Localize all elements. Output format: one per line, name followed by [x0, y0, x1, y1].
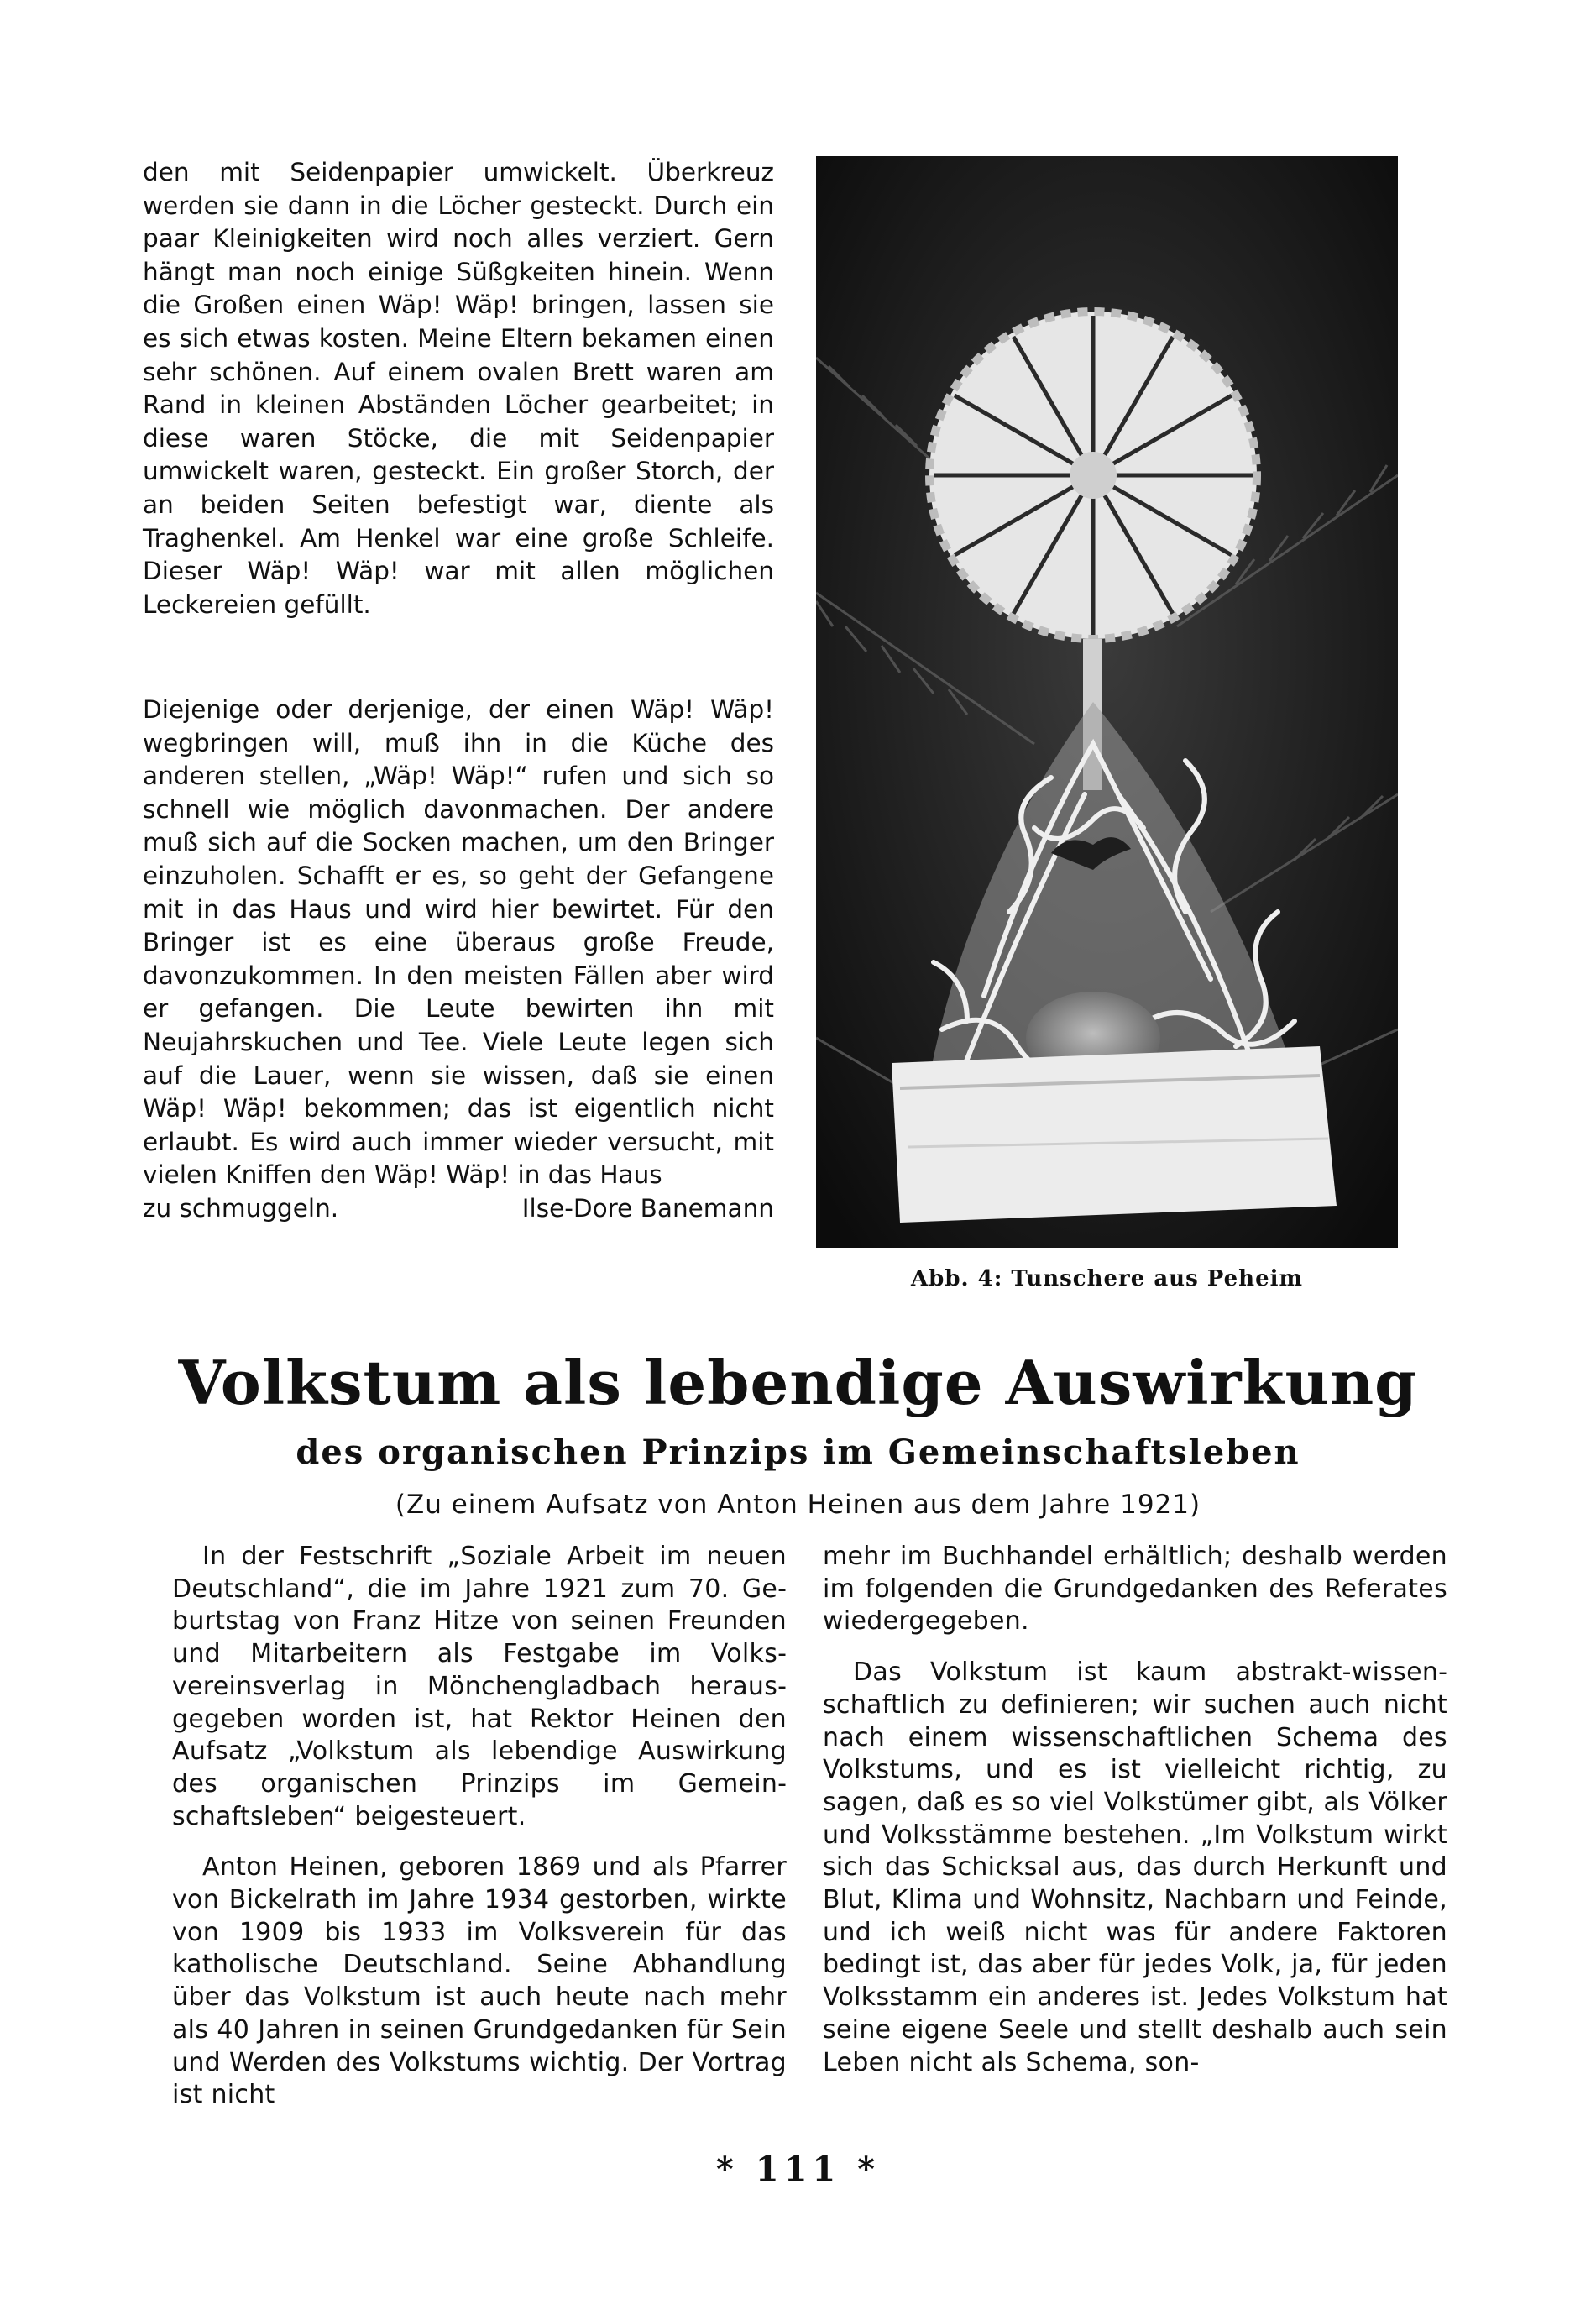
intro-author: Ilse-Dore Banemann — [521, 1193, 774, 1223]
intro-paragraph-2 — [143, 694, 774, 1226]
article-subtitle: des organischen Prinzips im Gemeinschaftsleben — [296, 1432, 1300, 1472]
intro-paragraph-1: den mit Seidenpapier umwickelt. Überkreuz werden sie dann in die Löcher gesteckt. Durch ein paar Kleinigkeiten wird noch alles verziert. Gern hängt man noch einige Süßgkeiten hinein. Wenn die Großen einen Wäp! Wäp! bringen, lassen sie es sich etwas kosten. Meine Eltern bekamen einen sehr schönen. Auf einem ovalen Brett waren am Rand in kleinen Abständen Löcher gearbeitet; in diese waren Stöcke, die mit Seidenpapier umwickelt waren, gesteckt. Ein großer Storch, der an beiden Seiten befestigt war, diente als Traghenkel. Am Henkel war eine große Schleife. Dieser Wäp! Wäp! war mit allen möglichen Leckereien gefüllt. — [143, 158, 774, 619]
intro-paragraph-2-body: Diejenige oder derjenige, der einen Wäp! Wäp! wegbringen will, muß ihn in die Küche des anderen stellen, „Wäp! Wäp!“ rufen und sich so schnell wie möglich davonmachen. Der andere muß sich auf die Socken machen, um den Bringer einzuholen. Schafft er es, so geht der Gefangene mit in das Haus und wird hier bewirtet. Für den Bringer ist es eine überaus große Freude, davonzukommen. In den meisten Fällen aber wird er gefangen. Die Leute bewirten ihn mit Neujahrskuchen und Tee. Viele Leute legen sich auf die Lauer, wenn sie wissen, daß sie einen Wäp! Wäp! bekommen; das ist eigentlich nicht erlaubt. Es wird auch immer wieder versucht, mit vielen Kniffen den Wäp! Wäp! in das Haus — [143, 695, 774, 1190]
article-right-paragraph-2: Das Volkstum ist kaum abstrakt-wissenschaftlich zu definieren; wir suchen auch nicht nach einem wissenschaftlichen Schema des Volkstums, und es ist vielleicht richtig, zu sagen, daß es so viel Volkstümer gibt, als Völker und Volksstämme bestehen. „Im Volkstum wirkt sich das Schicksal aus, das durch Herkunft und Blut, Klima und Wohnsitz, Nachbarn und Feinde, und ich weiß nicht was für andere Faktoren bedingt ist, das aber für jedes Volk, ja, für jeden Volksstamm ein anderes ist. Jedes Volkstum hat seine eigene Seele und stellt deshalb auch sein Leben nicht als Schema, son- — [823, 1658, 1447, 2077]
intro-paragraph-2-end: zu schmuggeln. — [143, 1193, 339, 1223]
page-number: * 111 * — [715, 2150, 881, 2189]
article-left-paragraph-2: Anton Heinen, geboren 1869 und als Pfarrer von Bickelrath im Jahre 1934 gestorben, wirkte von 1909 bis 1933 im Volksverein für das katholische Deutschland. Seine Abhandlung über das Volkstum ist auch heute nach mehr als 40 Jahren in seinen Grundgedanken für Sein und Werden des Volkstums wichtig. Der Vortrag ist nicht — [172, 1852, 787, 2110]
article-title: Volkstum als lebendige Auswirkung — [178, 1347, 1418, 1418]
figure-caption: Abb. 4: Tunschere aus Peheim — [910, 1266, 1304, 1291]
figure-photo — [816, 156, 1398, 1248]
article-left-column — [172, 1541, 787, 2130]
article-right-paragraph-1: mehr im Buchhandel erhältlich; deshalb werden im folgenden die Grundgedanken des Referates wiedergegeben. — [823, 1542, 1447, 1637]
article-right-column — [823, 1541, 1447, 2097]
article-left-paragraph-1: In der Festschrift „Soziale Arbeit im neuen Deutschland“, die im Jahre 1921 zum 70. Geburtstag von Franz Hitze von seinen Freunden und Mitarbeitern als Festgabe im Volksvereinsverlag in Mönchengladbach herausgegeben worden ist, hat Rektor Heinen den Aufsatz „Volkstum als lebendige Auswirkung des organischen Prinzips im Gemeinschaftsleben“ beigesteuert. — [172, 1542, 787, 1831]
intro-last-line — [143, 1192, 774, 1226]
article-note: (Zu einem Aufsatz von Anton Heinen aus dem Jahre 1921) — [395, 1490, 1201, 1520]
